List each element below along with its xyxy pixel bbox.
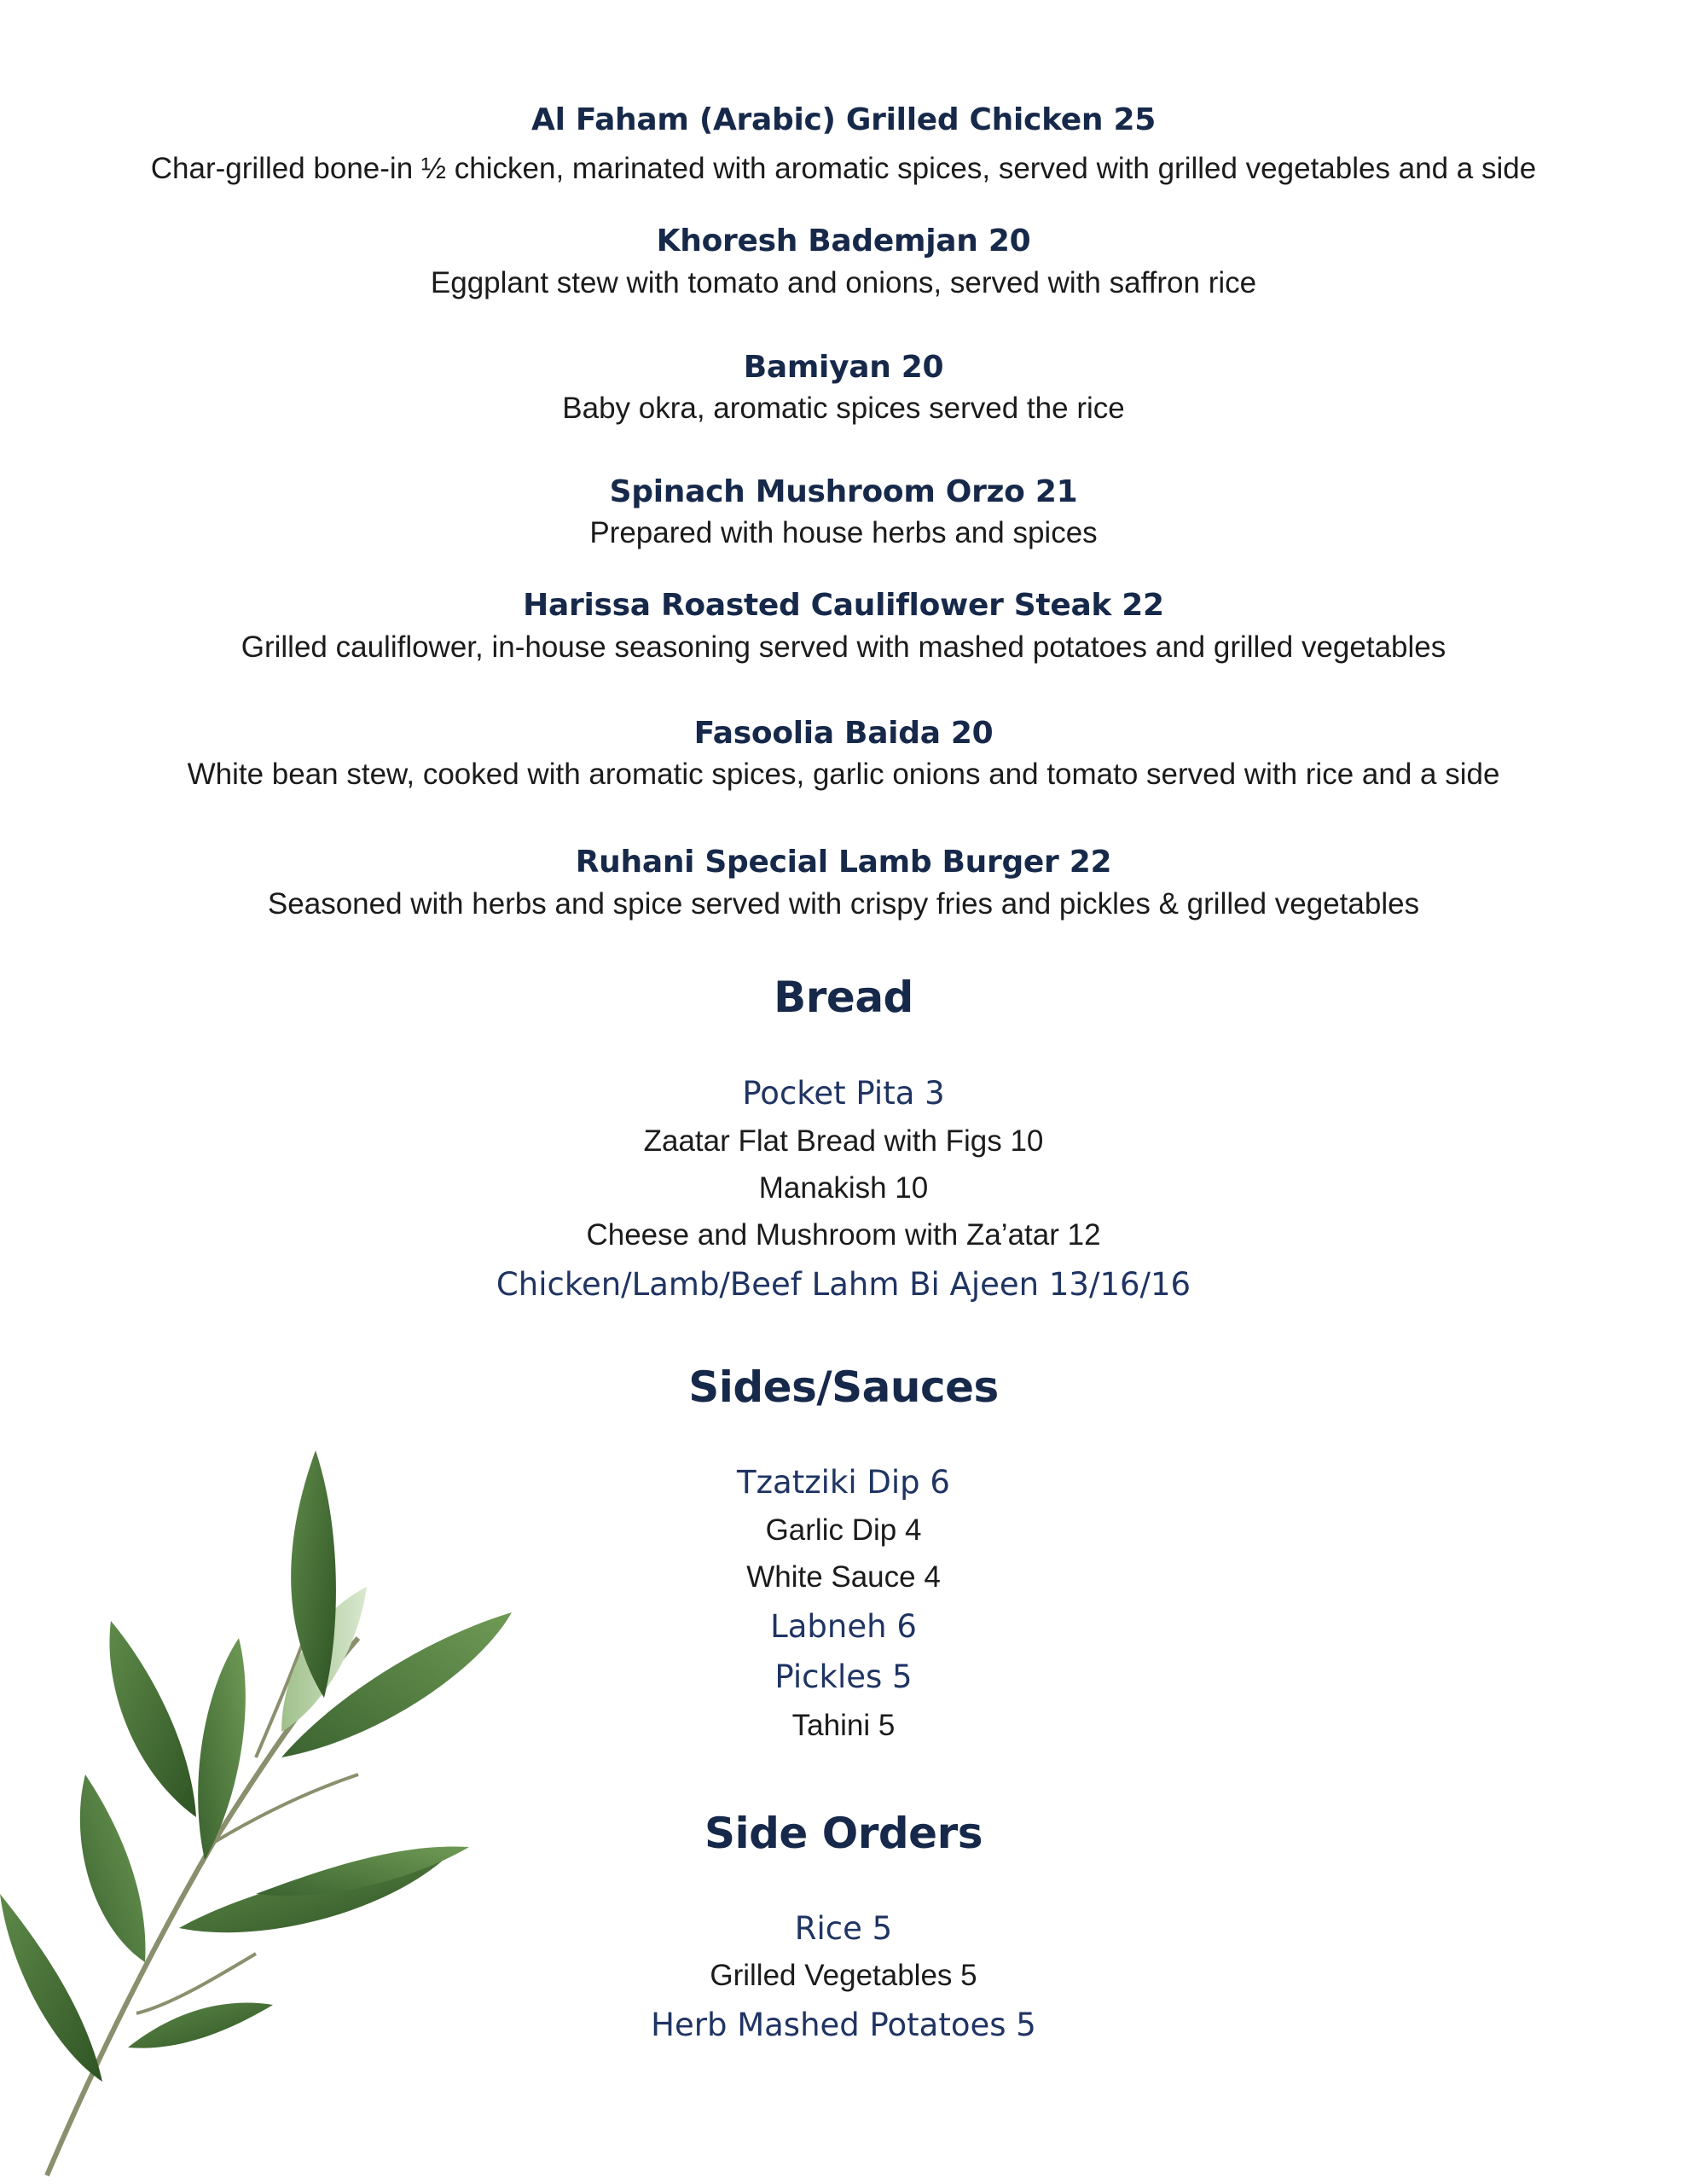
- section-heading-bread: Bread: [774, 973, 913, 1022]
- menu-item: Chicken/Lamb/Beef Lahm Bi Ajeen 13/16/16: [496, 1266, 1191, 1303]
- dish-description: Grilled cauliflower, in-house seasoning served with mashed potatoes and grilled vegetables: [241, 630, 1446, 664]
- menu-item: Tahini 5: [791, 1709, 896, 1742]
- menu-item: Tzatziki Dip 6: [737, 1464, 950, 1501]
- dish-title: Ruhani Special Lamb Burger 22: [575, 845, 1112, 880]
- menu-item: Labneh 6: [770, 1608, 917, 1645]
- dish-description: Baby okra, aromatic spices served the rice: [562, 392, 1125, 425]
- menu-item: Rice 5: [794, 1910, 893, 1947]
- dish-title: Bamiyan 20: [743, 350, 944, 385]
- menu-item: Cheese and Mushroom with Za’atar 12: [586, 1218, 1101, 1252]
- dish-title: Al Faham (Arabic) Grilled Chicken 25: [531, 102, 1156, 137]
- menu-item: Herb Mashed Potatoes 5: [651, 2007, 1036, 2043]
- dish-title: Fasoolia Baida 20: [693, 716, 994, 751]
- menu-item: Manakish 10: [758, 1171, 929, 1205]
- menu-item: Grilled Vegetables 5: [710, 1959, 977, 1992]
- dish-title: Khoresh Bademjan 20: [656, 224, 1031, 258]
- menu-item: Garlic Dip 4: [765, 1513, 922, 1547]
- dish-description: Seasoned with herbs and spice served with crispy fries and pickles & grilled vegetables: [267, 887, 1420, 921]
- menu-item: White Sauce 4: [746, 1560, 941, 1594]
- dish-description: White bean stew, cooked with aromatic spices, garlic onions and tomato served with rice and a side: [187, 758, 1500, 791]
- dish-title: Spinach Mushroom Orzo 21: [609, 474, 1078, 509]
- menu-item: Pickles 5: [774, 1658, 913, 1695]
- dish-description: Char-grilled bone-in ½ chicken, marinated with aromatic spices, served with grilled vegetables and a side: [150, 152, 1537, 185]
- dish-description: Prepared with house herbs and spices: [589, 516, 1098, 549]
- section-heading-sides-sauces: Sides/Sauces: [688, 1362, 999, 1412]
- menu-item: Zaatar Flat Bread with Figs 10: [643, 1124, 1044, 1158]
- dish-title: Harissa Roasted Cauliflower Steak 22: [523, 588, 1164, 623]
- section-heading-side-orders: Side Orders: [704, 1809, 983, 1858]
- olive-branch-icon: [0, 1416, 546, 2184]
- menu-item: Pocket Pita 3: [742, 1075, 945, 1112]
- dish-description: Eggplant stew with tomato and onions, served with saffron rice: [430, 266, 1257, 299]
